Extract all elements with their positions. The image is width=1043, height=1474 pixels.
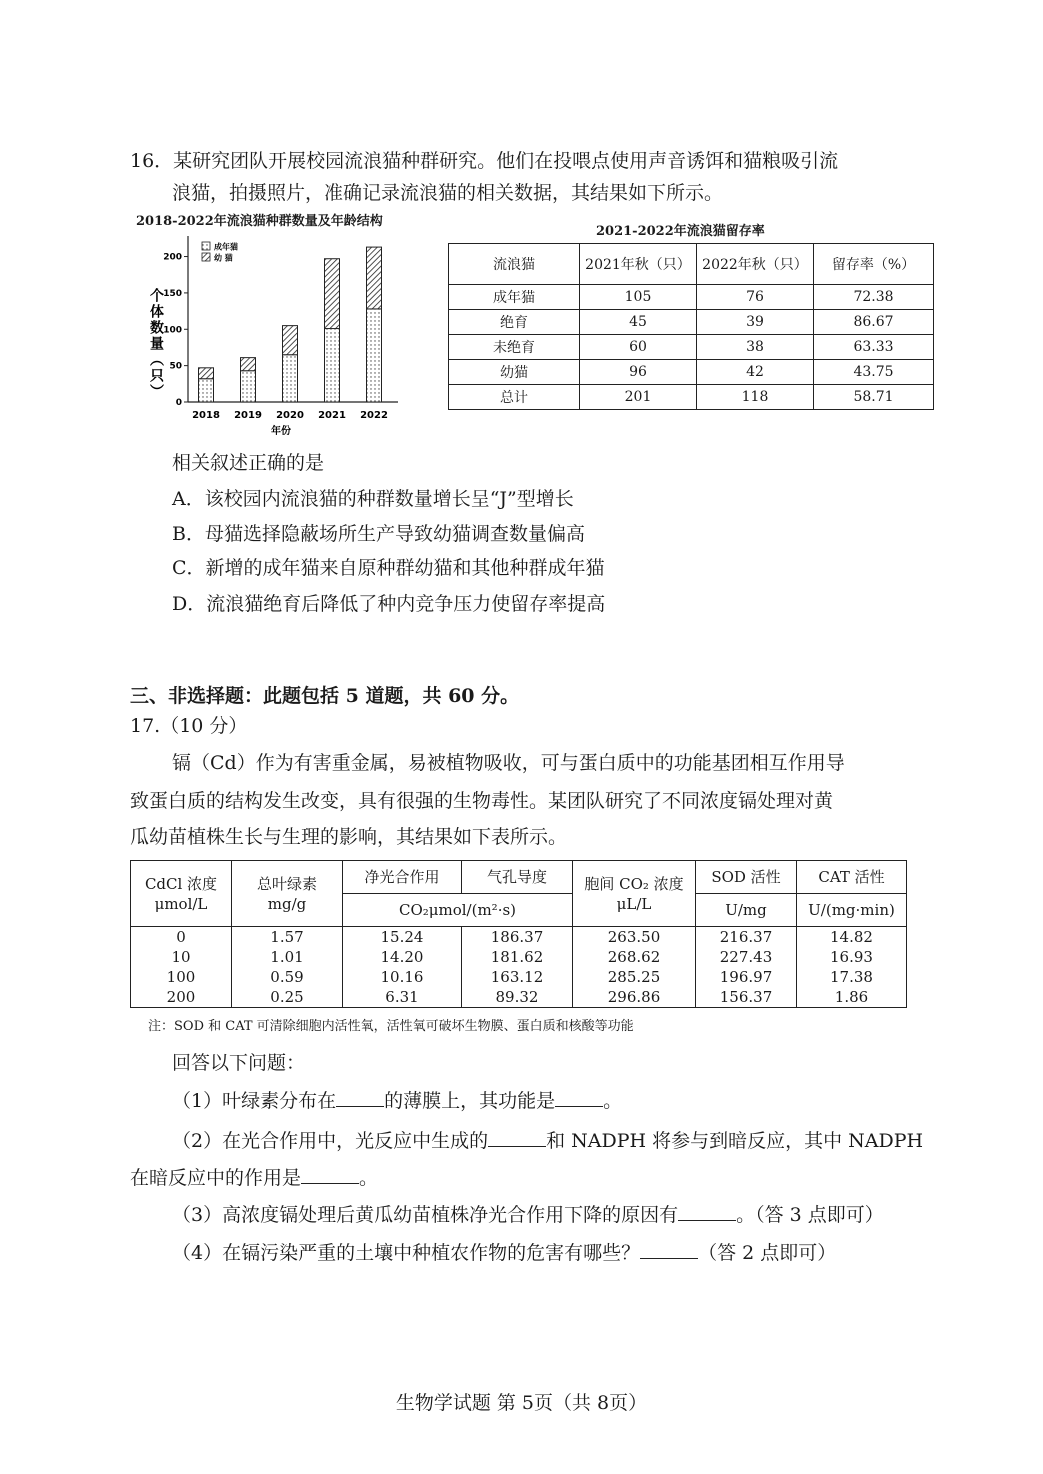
population-chart <box>130 228 420 443</box>
table-cell: 45 <box>580 310 697 335</box>
table-cell: 未绝育 <box>449 335 580 360</box>
bar-adult <box>199 379 214 402</box>
table-cell: 14.20 <box>343 947 462 967</box>
table-cell: 296.86 <box>573 987 696 1008</box>
retention-header: 流浪猫 <box>449 244 580 285</box>
table-cell: 196.97 <box>696 967 797 987</box>
subquestion-3-text-a: （3）高浓度镉处理后黄瓜幼苗植株净光合作用下降的原因有 <box>172 1204 679 1226</box>
table-cell: 16.93 <box>797 947 907 967</box>
y-tick-label: 150 <box>163 288 182 299</box>
bar-adult <box>367 309 382 402</box>
answer-prompt: 回答以下问题： <box>172 1052 306 1074</box>
legend-label: 成年猫 <box>214 242 238 252</box>
q16-option-b: B．母猫选择隐蔽场所生产导致幼猫调查数量偏高 <box>172 523 585 545</box>
subquestion-4 <box>172 1238 836 1265</box>
table-cell: 17.38 <box>797 967 907 987</box>
header-intercellular-co2-label: 胞间 CO₂ 浓度 <box>584 874 684 893</box>
subquestion-2-text-b: 和 NADPH 将参与到暗反应，其中 NADPH <box>546 1130 924 1152</box>
table-cell: 105 <box>580 285 697 310</box>
table-cell: 118 <box>697 385 814 410</box>
retention-table <box>448 243 934 410</box>
q16-option-c: C．新增的成年猫来自原种群幼猫和其他种群成年猫 <box>172 557 605 579</box>
table-cell: 42 <box>697 360 814 385</box>
x-tick-label: 2018 <box>192 410 220 421</box>
retention-header-row <box>449 244 934 285</box>
x-axis-label: 年份 <box>271 426 291 437</box>
table-cell: 10 <box>131 947 232 967</box>
bar-kitten <box>367 247 382 309</box>
table-cell: 285.25 <box>573 967 696 987</box>
retention-header: 2021年秋（只） <box>580 244 697 285</box>
subquestion-3-text-b: 。（答 3 点即可） <box>736 1204 884 1226</box>
table-row <box>449 385 934 410</box>
table-cell: 1.01 <box>232 947 343 967</box>
y-tick-label: 200 <box>163 252 182 263</box>
subquestion-1-text-b: 的薄膜上，其功能是 <box>384 1090 556 1112</box>
legend-swatch <box>202 242 210 250</box>
header-cat: CAT 活性 <box>797 861 907 894</box>
header-chlorophyll-label: 总叶绿素 <box>256 874 317 893</box>
subquestion-1-text-a: （1）叶绿素分布在 <box>172 1090 337 1112</box>
y-tick-label: 50 <box>169 361 182 372</box>
answer-blank[interactable] <box>678 1202 736 1221</box>
table-cell: 60 <box>580 335 697 360</box>
table-row <box>131 987 907 1008</box>
bar-kitten <box>199 368 214 379</box>
table-cell: 0 <box>131 927 232 948</box>
table-cell: 200 <box>131 987 232 1008</box>
retention-header: 留存率（%） <box>814 244 934 285</box>
q16-prompt: 相关叙述正确的是 <box>172 452 325 474</box>
y-axis-label: 个体数量（只） <box>148 288 164 400</box>
answer-blank[interactable] <box>301 1165 359 1184</box>
table-cell: 163.12 <box>462 967 573 987</box>
table-row <box>449 335 934 360</box>
table-cell: 6.31 <box>343 987 462 1008</box>
table-cell: 14.82 <box>797 927 907 948</box>
table-cell: 86.67 <box>814 310 934 335</box>
subquestion-2-text-a: （2）在光合作用中，光反应中生成的 <box>172 1130 489 1152</box>
table-cell: 总计 <box>449 385 580 410</box>
y-tick-label: 100 <box>163 325 182 336</box>
unit-sod: U/mg <box>696 894 797 927</box>
table-cell: 186.37 <box>462 927 573 948</box>
header-chlorophyll <box>232 861 343 927</box>
bar-kitten <box>241 358 256 371</box>
header-intercellular-co2-unit: μL/L <box>616 894 652 913</box>
table-cell: 0.25 <box>232 987 343 1008</box>
q17-para-line2: 致蛋白质的结构发生改变，具有很强的生物毒性。某团队研究了不同浓度镉处理对黄 <box>130 790 834 812</box>
table-cell: 1.57 <box>232 927 343 948</box>
table-cell: 181.62 <box>462 947 573 967</box>
subquestion-3 <box>172 1200 884 1227</box>
bar-adult <box>241 371 256 402</box>
cadmium-table <box>130 860 907 1008</box>
unit-cat: U/(mg·min) <box>797 894 907 927</box>
table-cell: 39 <box>697 310 814 335</box>
table-cell: 96 <box>580 360 697 385</box>
x-tick-label: 2022 <box>360 410 388 421</box>
legend-label: 幼 猫 <box>214 253 233 263</box>
table-cell: 38 <box>697 335 814 360</box>
table-cell: 15.24 <box>343 927 462 948</box>
table-cell: 58.71 <box>814 385 934 410</box>
bar-adult <box>325 329 340 402</box>
table-cell: 绝育 <box>449 310 580 335</box>
table-row <box>131 967 907 987</box>
q16-stem-line1: 16．某研究团队开展校园流浪猫种群研究。他们在投喂点使用声音诱饵和猫粮吸引流 <box>130 150 839 172</box>
x-tick-label: 2020 <box>276 410 304 421</box>
q17-para-line3: 瓜幼苗植株生长与生理的影响，其结果如下表所示。 <box>130 826 568 848</box>
table-row <box>449 285 934 310</box>
q17-para-line1: 镉（Cd）作为有害重金属，易被植物吸收，可与蛋白质中的功能基团相互作用导 <box>172 752 845 774</box>
legend-swatch <box>202 253 210 261</box>
table-row <box>131 927 907 948</box>
q16-stem-line2: 浪猫，拍摄照片，准确记录流浪猫的相关数据，其结果如下所示。 <box>172 182 724 204</box>
page-footer: 生物学试题 第 5页（共 8页） <box>395 1392 648 1414</box>
x-tick-label: 2021 <box>318 410 346 421</box>
q17-heading: 17.（10 分） <box>130 715 248 737</box>
table-cell: 216.37 <box>696 927 797 948</box>
section-heading: 三、非选择题：此题包括 5 道题，共 60 分。 <box>130 685 520 707</box>
y-tick-label: 0 <box>175 398 182 408</box>
subquestion-4-text-a: （4）在镉污染严重的土壤中种植农作物的危害有哪些？ <box>172 1242 641 1264</box>
header-cdcl <box>131 861 232 927</box>
bar-adult <box>283 355 298 402</box>
cadmium-header-row <box>131 861 907 894</box>
header-intercellular-co2 <box>573 861 696 927</box>
q16-option-a: A．该校园内流浪猫的种群数量增长呈“J”型增长 <box>172 488 574 510</box>
header-net-photosynthesis: 净光合作用 <box>343 861 462 894</box>
q16-option-d: D．流浪猫绝育后降低了种内竞争压力使留存率提高 <box>172 593 606 615</box>
table-cell: 156.37 <box>696 987 797 1008</box>
unit-photosynthesis: CO₂μmol/(m²·s) <box>343 894 573 927</box>
table-cell: 89.32 <box>462 987 573 1008</box>
header-stomatal-conductance: 气孔导度 <box>462 861 573 894</box>
header-sod: SOD 活性 <box>696 861 797 894</box>
table-cell: 10.16 <box>343 967 462 987</box>
table-cell: 227.43 <box>696 947 797 967</box>
table-row <box>131 947 907 967</box>
answer-blank[interactable] <box>336 1088 384 1107</box>
subquestion-1 <box>172 1086 622 1113</box>
table-cell: 幼猫 <box>449 360 580 385</box>
table-note: 注：SOD 和 CAT 可清除细胞内活性氧，活性氧可破坏生物膜、蛋白质和核酸等功能 <box>148 1019 634 1034</box>
table-row <box>449 360 934 385</box>
bar-kitten <box>325 259 340 329</box>
answer-blank[interactable] <box>555 1088 603 1107</box>
table-cell: 63.33 <box>814 335 934 360</box>
table-cell: 100 <box>131 967 232 987</box>
chart-title: 2018-2022年流浪猫种群数量及年龄结构 <box>136 214 383 229</box>
subquestion-2-cont <box>130 1163 378 1190</box>
x-tick-label: 2019 <box>234 410 262 421</box>
subquestion-2-text-c: 在暗反应中的作用是 <box>130 1167 302 1189</box>
table-cell: 201 <box>580 385 697 410</box>
answer-blank[interactable] <box>640 1240 698 1259</box>
table-cell: 76 <box>697 285 814 310</box>
retention-table-title: 2021-2022年流浪猫留存率 <box>596 224 765 239</box>
table-cell: 1.86 <box>797 987 907 1008</box>
retention-header: 2022年秋（只） <box>697 244 814 285</box>
header-cdcl-label: CdCl 浓度 <box>144 874 218 893</box>
table-cell: 成年猫 <box>449 285 580 310</box>
table-cell: 0.59 <box>232 967 343 987</box>
header-cdcl-unit: μmol/L <box>154 894 208 913</box>
subquestion-2 <box>172 1126 923 1153</box>
header-chlorophyll-unit: mg/g <box>267 894 307 913</box>
table-cell: 263.50 <box>573 927 696 948</box>
subquestion-2-text-d: 。 <box>359 1167 379 1189</box>
table-cell: 268.62 <box>573 947 696 967</box>
table-cell: 72.38 <box>814 285 934 310</box>
bar-kitten <box>283 326 298 355</box>
subquestion-4-text-b: （答 2 点即可） <box>698 1242 837 1264</box>
answer-blank[interactable] <box>488 1128 546 1147</box>
subquestion-1-text-c: 。 <box>603 1090 623 1112</box>
table-row <box>449 310 934 335</box>
table-cell: 43.75 <box>814 360 934 385</box>
